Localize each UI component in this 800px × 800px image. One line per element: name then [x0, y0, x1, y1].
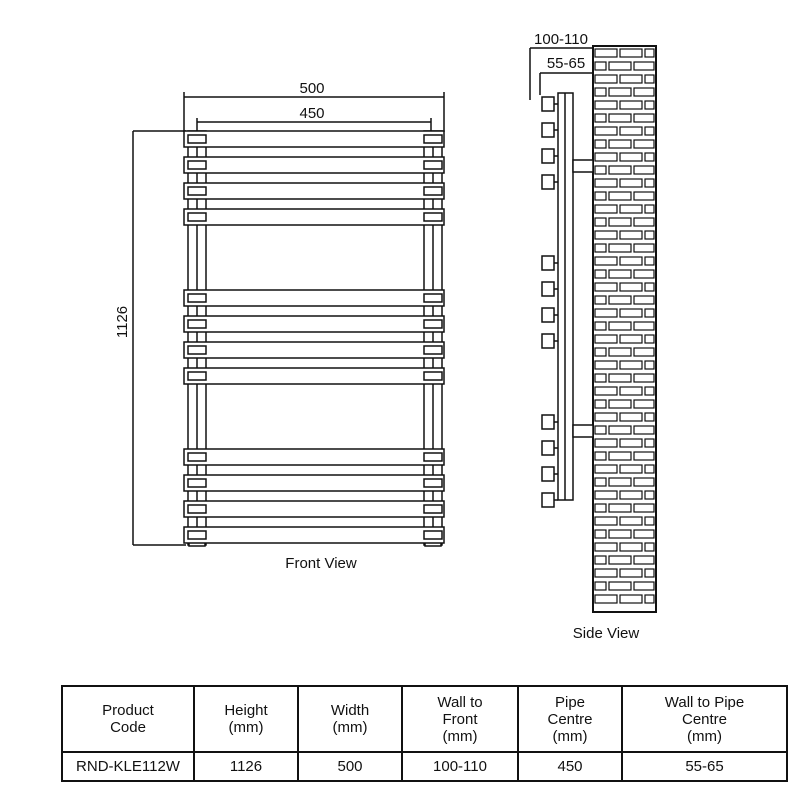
brick [609, 322, 631, 330]
towel-bar [184, 342, 444, 358]
brick [645, 283, 654, 291]
brick-wall [595, 49, 654, 603]
brick [645, 491, 654, 499]
brick [645, 335, 654, 343]
brick [595, 127, 617, 135]
brick [595, 439, 617, 447]
brick [609, 400, 631, 408]
brick [595, 140, 606, 148]
bar-joint [188, 453, 206, 461]
brick [595, 374, 606, 382]
front-view-caption: Front View [285, 555, 357, 572]
cell-pipe-centre: 450 [518, 752, 622, 781]
towel-bar [184, 131, 444, 147]
brick [595, 556, 606, 564]
bar-end [542, 308, 554, 322]
bar-end [542, 123, 554, 137]
brick [634, 556, 654, 564]
bar-end [542, 334, 554, 348]
brick [645, 543, 654, 551]
brick [595, 244, 606, 252]
header-width: Width (mm) [298, 686, 402, 752]
header-pipe-centre: Pipe Centre (mm) [518, 686, 622, 752]
brick [634, 530, 654, 538]
brick [645, 127, 654, 135]
brick [609, 478, 631, 486]
brick [645, 413, 654, 421]
header-product-code: Product Code [62, 686, 194, 752]
bar-joint [424, 346, 442, 354]
brick [595, 218, 606, 226]
header-wall-to-front: Wall to Front (mm) [402, 686, 518, 752]
brick [634, 244, 654, 252]
brick [595, 322, 606, 330]
front-view [133, 92, 444, 546]
brick [634, 478, 654, 486]
brick [620, 283, 642, 291]
bar-end [542, 415, 554, 429]
brick [634, 114, 654, 122]
brick [620, 491, 642, 499]
brick [620, 153, 642, 161]
brick [595, 335, 617, 343]
header-height: Height (mm) [194, 686, 298, 752]
brick [595, 387, 617, 395]
bar-joint [424, 294, 442, 302]
brick [645, 465, 654, 473]
brick [595, 75, 617, 83]
wall-bracket-bottom [573, 425, 593, 437]
table-row [62, 752, 787, 781]
brick [609, 556, 631, 564]
brick [609, 192, 631, 200]
towel-bar [184, 290, 444, 306]
brick [609, 270, 631, 278]
brick [645, 153, 654, 161]
brick [595, 569, 617, 577]
brick [609, 426, 631, 434]
table-header-row [62, 686, 787, 752]
cell-height: 1126 [194, 752, 298, 781]
brick [634, 140, 654, 148]
bar-joint [424, 372, 442, 380]
brick [609, 88, 631, 96]
towel-bar [184, 157, 444, 173]
bar-joint [188, 346, 206, 354]
brick [620, 361, 642, 369]
brick [595, 543, 617, 551]
brick [595, 101, 617, 109]
bar-joint [424, 213, 442, 221]
brick [645, 517, 654, 525]
header-wall-to-pipe-centre: Wall to Pipe Centre (mm) [622, 686, 787, 752]
brick [595, 166, 606, 174]
brick [634, 192, 654, 200]
brick [620, 231, 642, 239]
brick [634, 296, 654, 304]
cell-wall-to-front: 100-110 [402, 752, 518, 781]
brick [609, 244, 631, 252]
towel-bar [184, 183, 444, 199]
brick [620, 439, 642, 447]
brick [620, 335, 642, 343]
brick [609, 452, 631, 460]
brick [620, 517, 642, 525]
brick [595, 400, 606, 408]
brick [595, 49, 617, 57]
brick [620, 75, 642, 83]
brick [634, 452, 654, 460]
brick [595, 465, 617, 473]
brick [595, 504, 606, 512]
brick [634, 88, 654, 96]
brick [620, 465, 642, 473]
brick [595, 153, 617, 161]
brick [595, 491, 617, 499]
bar-joint [188, 320, 206, 328]
brick [595, 582, 606, 590]
brick [634, 504, 654, 512]
brick [620, 205, 642, 213]
brick [595, 257, 617, 265]
wall-bracket-top [573, 160, 593, 172]
brick [620, 569, 642, 577]
bar-end [542, 175, 554, 189]
brick [634, 400, 654, 408]
bar-joint [188, 187, 206, 195]
bar-joint [424, 531, 442, 539]
brick [595, 283, 617, 291]
towel-bars [184, 131, 444, 543]
brick [609, 582, 631, 590]
brick [620, 309, 642, 317]
brick [595, 452, 606, 460]
cell-product-code: RND-KLE112W [62, 752, 194, 781]
bar-end [542, 493, 554, 507]
dim-label-wall-to-pipe: 55-65 [546, 55, 586, 72]
brick [595, 114, 606, 122]
bar-end [542, 149, 554, 163]
brick [620, 387, 642, 395]
brick [609, 218, 631, 226]
brick [609, 114, 631, 122]
brick [634, 426, 654, 434]
brick [595, 231, 617, 239]
brick [645, 101, 654, 109]
brick [634, 270, 654, 278]
brick [609, 530, 631, 538]
bar-joint [188, 372, 206, 380]
brick [620, 595, 642, 603]
brick [645, 257, 654, 265]
towel-bar [184, 209, 444, 225]
bar-joint [424, 479, 442, 487]
bar-end [542, 282, 554, 296]
side-view [530, 46, 656, 612]
brick [645, 361, 654, 369]
brick [645, 205, 654, 213]
brick [609, 348, 631, 356]
brick [595, 413, 617, 421]
towel-bar [184, 475, 444, 491]
bar-joint [424, 505, 442, 513]
bar-joint [188, 505, 206, 513]
brick [609, 166, 631, 174]
cell-width: 500 [298, 752, 402, 781]
brick [634, 582, 654, 590]
bar-joint [424, 161, 442, 169]
bar-end [542, 441, 554, 455]
brick [634, 218, 654, 226]
bar-joint [188, 294, 206, 302]
brick [609, 374, 631, 382]
brick [595, 348, 606, 356]
brick [645, 569, 654, 577]
brick [620, 413, 642, 421]
side-view-caption: Side View [572, 625, 640, 642]
bar-end [542, 97, 554, 111]
towel-bar [184, 527, 444, 543]
brick [620, 49, 642, 57]
dim-label-pipe-width: 450 [299, 105, 325, 122]
bar-end [542, 467, 554, 481]
brick [634, 374, 654, 382]
dim-label-overall-width: 500 [299, 80, 325, 97]
cell-wall-to-pipe-centre: 55-65 [622, 752, 787, 781]
brick [609, 296, 631, 304]
spec-table [61, 685, 788, 782]
brick [634, 62, 654, 70]
bar-joint [424, 187, 442, 195]
brick [595, 361, 617, 369]
brick [595, 205, 617, 213]
bar-joint [424, 320, 442, 328]
brick [595, 270, 606, 278]
bar-joint [188, 479, 206, 487]
brick [609, 140, 631, 148]
brick [595, 595, 617, 603]
brick [609, 504, 631, 512]
brick [645, 439, 654, 447]
brick [634, 348, 654, 356]
towel-bar [184, 316, 444, 332]
brick [595, 62, 606, 70]
brick [595, 517, 617, 525]
bar-joint [188, 213, 206, 221]
brick [595, 179, 617, 187]
brick [645, 387, 654, 395]
brick [609, 62, 631, 70]
bar-end [542, 256, 554, 270]
bar-joint [424, 453, 442, 461]
towel-bar [184, 501, 444, 517]
brick [595, 296, 606, 304]
bar-joint [424, 135, 442, 143]
brick [595, 478, 606, 486]
brick [634, 322, 654, 330]
brick [645, 595, 654, 603]
bar-ends [542, 97, 558, 507]
towel-bar [184, 368, 444, 384]
brick [620, 127, 642, 135]
brick [595, 530, 606, 538]
brick [595, 88, 606, 96]
brick [645, 231, 654, 239]
brick [595, 426, 606, 434]
brick [645, 179, 654, 187]
dim-label-height: 1126 [114, 305, 131, 339]
brick [620, 543, 642, 551]
bar-joint [188, 531, 206, 539]
brick [595, 192, 606, 200]
brick [645, 309, 654, 317]
bar-joint [188, 161, 206, 169]
brick [595, 309, 617, 317]
dim-label-wall-to-front: 100-110 [534, 31, 588, 48]
bar-joint [188, 135, 206, 143]
brick [620, 179, 642, 187]
brick [634, 166, 654, 174]
brick [620, 257, 642, 265]
brick [645, 75, 654, 83]
brick [620, 101, 642, 109]
brick [645, 49, 654, 57]
towel-bar [184, 449, 444, 465]
